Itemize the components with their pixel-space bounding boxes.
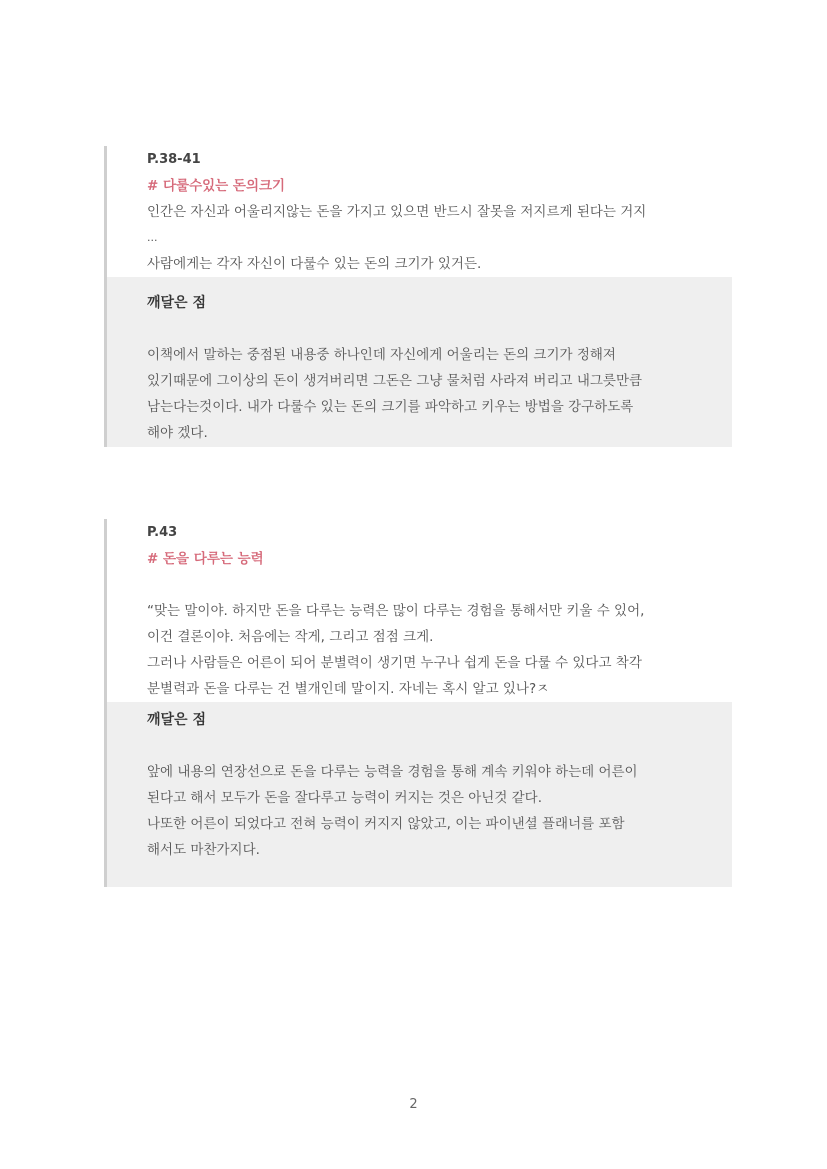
quote-line: 이건 결론이야. 처음에는 작게, 그리고 점점 크게. [147, 629, 434, 645]
page-reference: P.38-41 [147, 152, 201, 167]
quote-line: 사람에게는 각자 자신이 다룰수 있는 돈의 크기가 있거든. [147, 256, 482, 272]
insight-line: 나또한 어른이 되었다고 전혀 능력이 커지지 않았고, 이는 파이낸셜 플래너를 포함 [147, 816, 625, 832]
topic-heading: # 다룰수있는 돈의크기 [147, 178, 286, 194]
insight-block [107, 277, 732, 447]
page-number: 2 [409, 1097, 418, 1112]
quote-block [107, 146, 732, 277]
quote-line: 인간은 자신과 어울리지않는 돈을 가지고 있으면 반드시 잘못을 저지르게 된다는 거지 [147, 204, 647, 220]
insight-line: 남는다는것이다. 내가 다룰수 있는 돈의 크기를 파악하고 키우는 방법을 강구하도록 [147, 399, 634, 415]
insight-line: 이책에서 말하는 중점된 내용중 하나인데 자신에게 어울리는 돈의 크기가 정해져 [147, 347, 616, 363]
insight-title: 깨달은 점 [147, 295, 206, 311]
insight-title: 깨달은 점 [147, 712, 206, 728]
page-reference: P.43 [147, 525, 178, 540]
insight-line: 있기때문에 그이상의 돈이 생겨버리면 그돈은 그냥 물처럼 사라져 버리고 내그릇만큼 [147, 373, 643, 389]
spacer [147, 316, 732, 342]
topic-heading: # 돈을 다루는 능력 [147, 551, 264, 567]
quote-line: 그러나 사람들은 어른이 되어 분별력이 생기면 누구나 쉽게 돈을 다룰 수 있다고 착각 [147, 655, 642, 671]
quote-line: “맞는 말이야. 하지만 돈을 다루는 능력은 많이 다루는 경험을 통해서만 키울 수 있어, [147, 603, 645, 619]
quote-line: ... [147, 231, 158, 244]
insight-block [107, 702, 732, 887]
spacer [147, 733, 732, 759]
quote-block [107, 519, 732, 702]
insight-line: 앞에 내용의 연장선으로 돈을 다루는 능력을 경험을 통해 계속 키워야 하는데 어른이 [147, 764, 638, 780]
insight-line: 해서도 마찬가지다. [147, 842, 260, 858]
reading-note-section-2 [104, 519, 732, 887]
reading-note-section-1 [104, 146, 732, 447]
insight-line: 된다고 해서 모두가 돈을 잘다루고 능력이 커지는 것은 아닌것 같다. [147, 790, 543, 806]
spacer [147, 572, 732, 598]
quote-line: 분별력과 돈을 다루는 건 별개인데 말이지. 자네는 혹시 알고 있나?ㅈ [147, 681, 550, 697]
insight-line: 해야 겠다. [147, 425, 208, 441]
